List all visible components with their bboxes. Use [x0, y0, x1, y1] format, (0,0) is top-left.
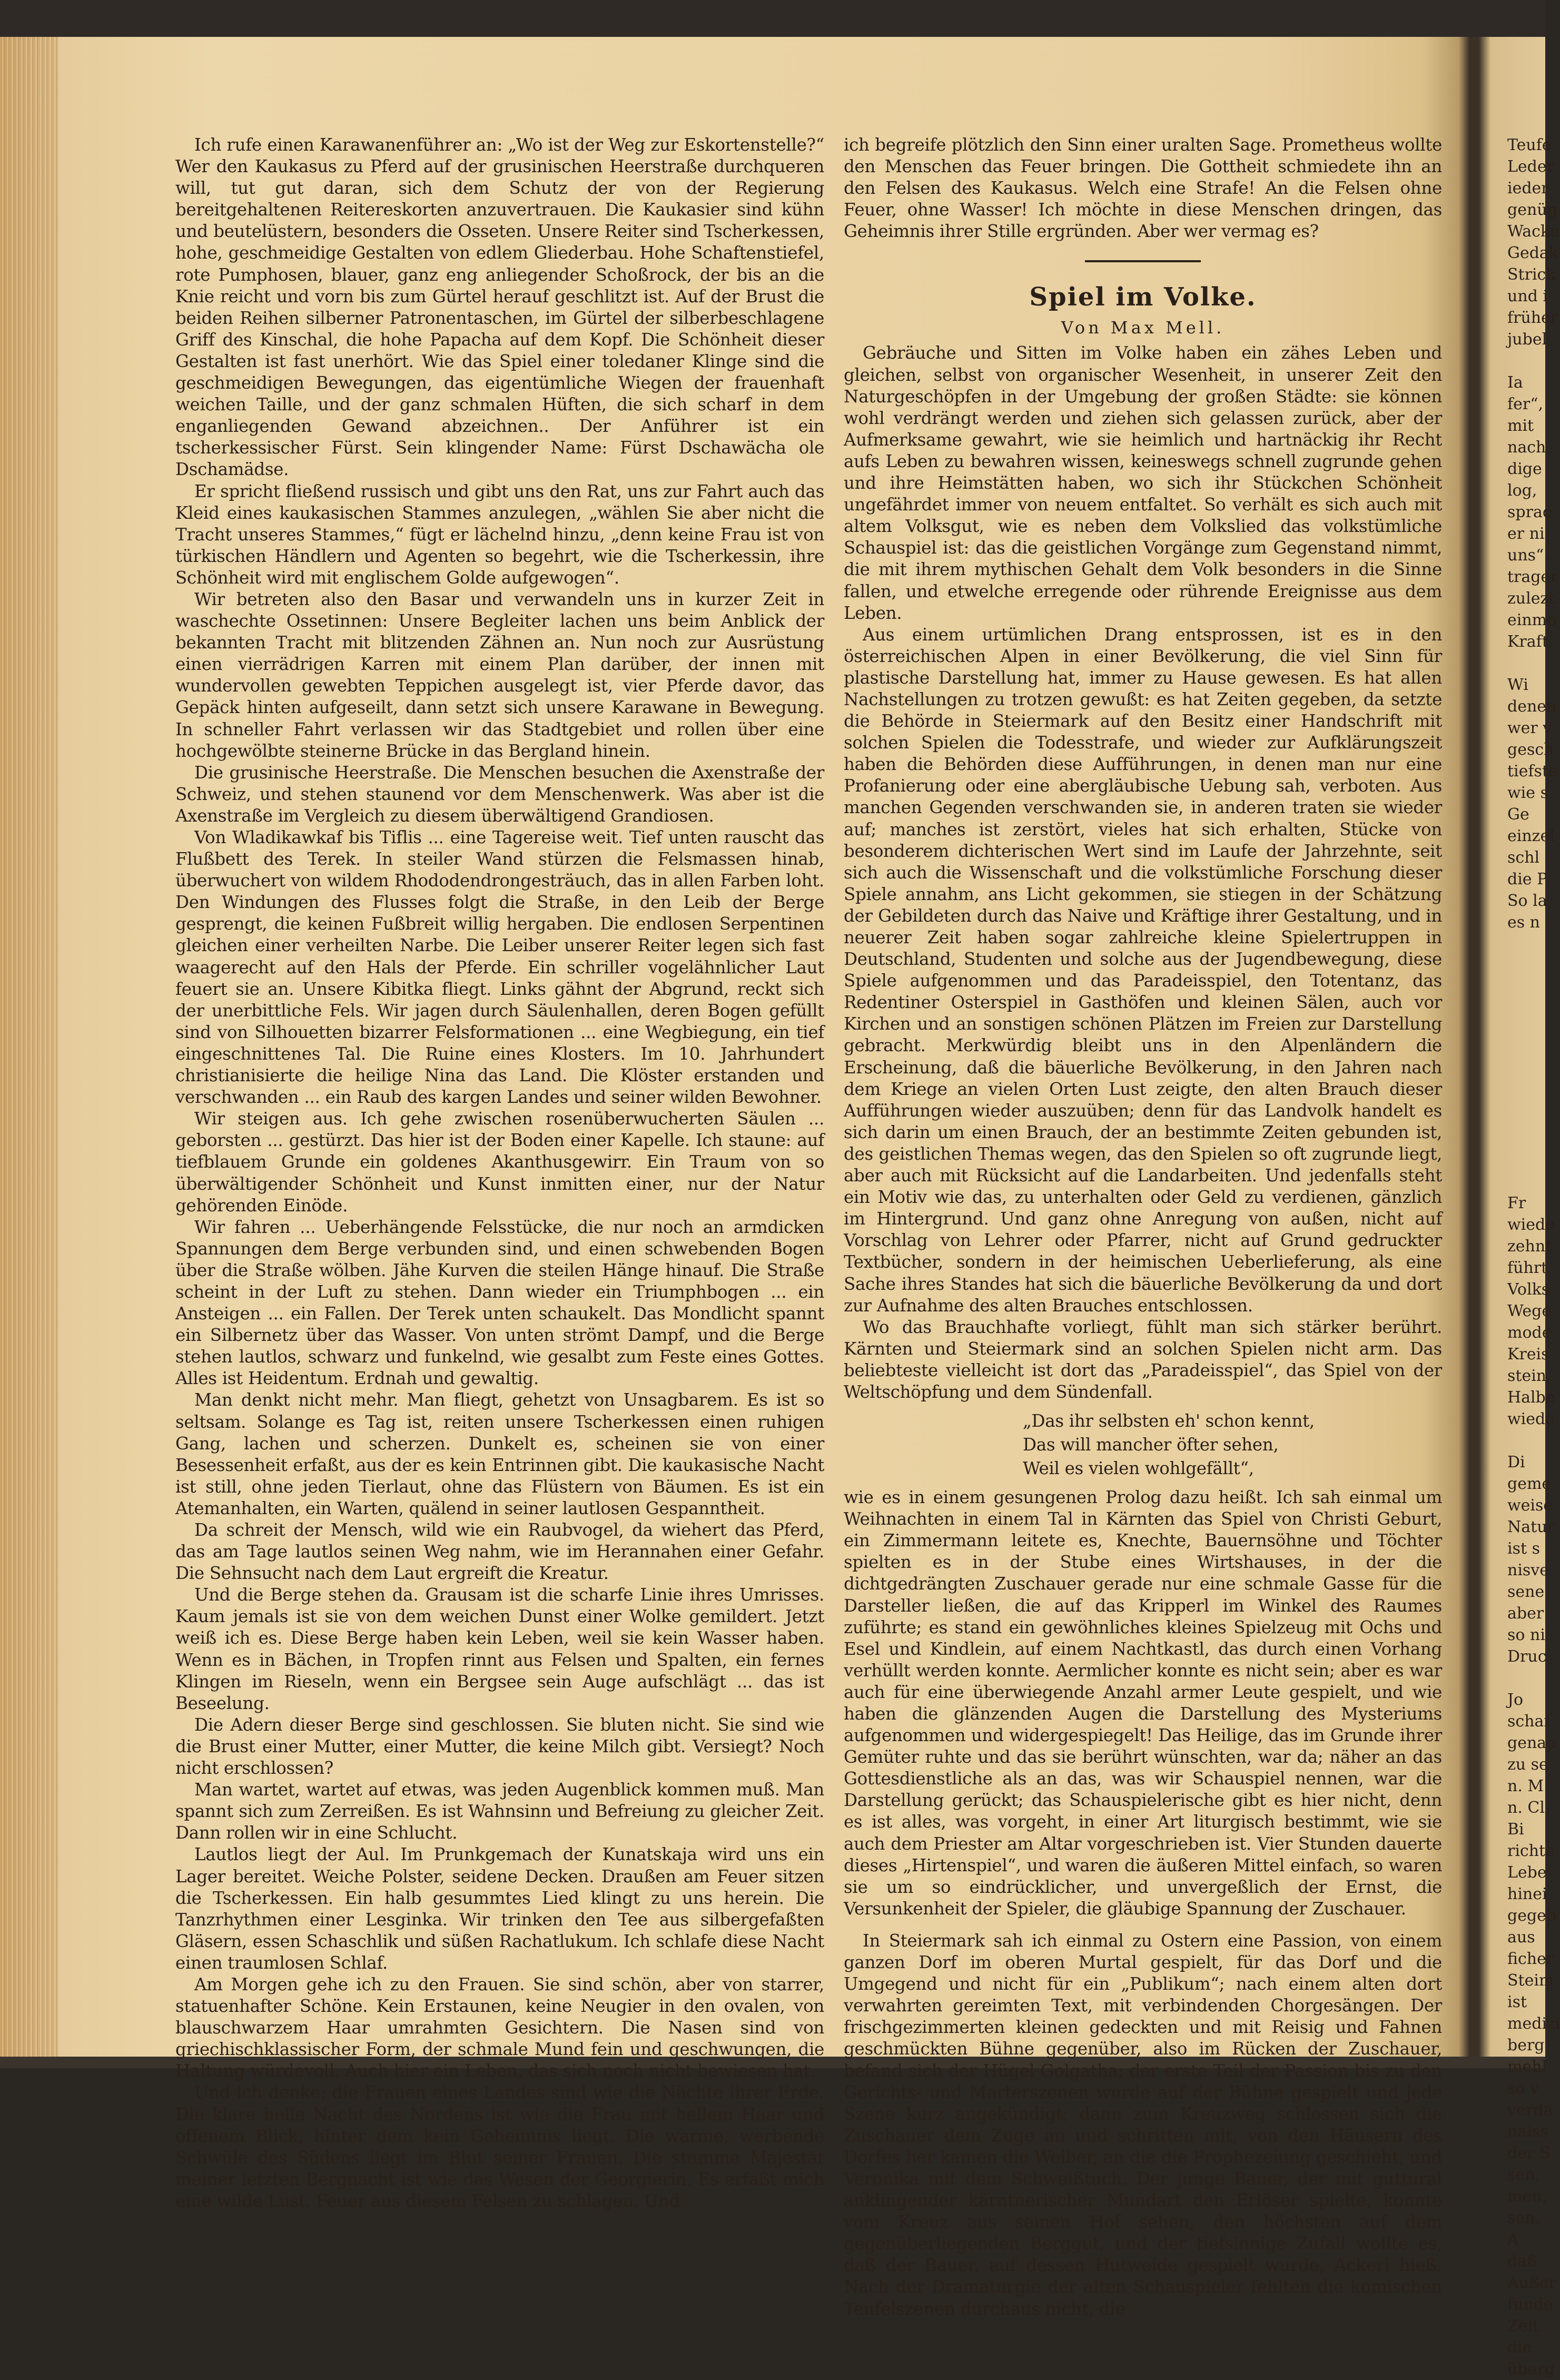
paragraph: Die Adern dieser Berge sind geschlossen. Sie bluten nicht. Sie sind wie die Brust einer Mutter, einer Mutter, die keine Milch gibt. Versiegt? Noch nicht erschlossen? [175, 1714, 824, 1779]
fragment-line: Di [1507, 1453, 1525, 1472]
fragment-line: wie s [1507, 784, 1548, 802]
fragment-line: daß [1507, 2252, 1538, 2270]
fragment-line: trager [1507, 568, 1558, 586]
fragment-line: Jo [1507, 1691, 1524, 1709]
fragment-line: die P [1507, 870, 1548, 888]
fragment-line: Kreis [1507, 1345, 1549, 1364]
paragraph: Und ich denke: die Frauen eines Landes sind wie die Nächte ihrer Erde. Die klare helle Nacht des Nordens ist wie die Frau mit hellem Haar und offenem Blick, hinter dem kein Geheimnis liegt. Die warme, werbende Schwüle des Südens liegt im Blut seiner Frauen. Die stumme Majestät meiner letzten Bergnacht ist wie das Wesen der Georgierin. Es erfaßt mich eine wilde Lust, Feuer aus diesem Felsen zu schlagen. Und [175, 2082, 824, 2211]
fragment-line [1507, 1128, 1545, 1149]
fragment-line: sen, [1507, 2209, 1541, 2227]
fragment-line: einmo [1507, 611, 1557, 629]
fragment-line: und i [1507, 287, 1548, 305]
continuation-paragraph: ich begreife plötzlich den Sinn einer uralten Sage. Prometheus wollte den Menschen das Feuer bringen. Die Gottheit schmiedete ihn an den Felsen des Kaukasus. Welch eine Strafe! An die Felsen ohne Feuer, ohne Wasser! Ich möchte in diese Menschen dringen, das Geheimnis ihrer Stille ergründen. Aber wer vermag es? [844, 135, 1442, 242]
verse-line: „Das ihr selbsten eh' schon kennt, [1023, 1411, 1315, 1431]
paragraph: Aus einem urtümlichen Drang entsprossen, ist es in den österreichischen Alpen in einer Bevölkerung, die viel Sinn für plastische Darstellung hat, immer zu Hause gewesen. Es hat allen Nachstellungen zu trotzen gewußt: es hat Zeiten gegeben, da setzte die Behörde in Steiermark auf den Besitz einer Handschrift mit solchen Spielen die Todesstrafe, und wieder zur Aufklärungszeit haben die Behörden diese Aufführungen, in denen man nur eine Profanierung oder eine abergläubische Uebung sah, verboten. Aus manchen Gegenden verschwanden sie, in anderen traten sie wieder auf; manches ist zerstört, vieles hat sich erhalten, Stücke von besonderem dichterischen Wert sind im Laufe der Jahrzehnte, seit sich auch die Wissenschaft und die volkstümliche Forschung dieser Spiele annahm, ans Licht gekommen, sie stiegen in der Schätzung der Gebildeten durch das Naive und Kräftige ihrer Gestaltung, und in neuerer Zeit haben sogar zahlreiche kleine Spielertruppen in Deutschland, Studenten und solche aus der Jugendbewegung, diese Spiele aufgenommen und das Paradeisspiel, den Totentanz, das Redentiner Osterspiel in Gasthöfen und kleinen Sälen, auch vor Kirchen und an sonstigen schönen Plätzen im Freien zur Darstellung gebracht. Merkwürdig bleibt uns in den Alpenländern die Erscheinung, daß die bäuerliche Bevölkerung, in den Jahren nach dem Kriege an vielen Orten Lust zeigte, den alten Brauch dieser Aufführungen wieder auszuüben; denn für das Landvolk handelt es sich darin um einen Brauch, der an bestimmte Zeiten gebunden ist, des geistlichen Themas wegen, das den Spielen so oft zugrunde liegt, aber auch mit Rücksicht auf die Landarbeiten. Und jedenfalls steht ein Motiv wie das, zu unterhalten oder Geld zu verdienen, gänzlich im Hintergrund. Und ganz ohne Anregung von außen, nicht auf Vorschlag von Lehrer oder Pfarrer, nicht auf Grund gedruckter Textbücher, sondern in der heimischen Ueberlieferung, als eine Sache ihres Standes hat sich die bäuerliche Bevölkerung da und dort zur Aufnahme des alten Brauches entschlossen. [844, 624, 1442, 1316]
fragment-line: es n [1507, 913, 1541, 932]
fragment-line: Wacke [1507, 222, 1559, 241]
fragment-line: men, [1507, 2187, 1547, 2206]
fragment-line [1507, 653, 1545, 674]
fragment-line: sprac [1507, 503, 1552, 521]
fragment-line: sene [1507, 1583, 1545, 1601]
section-divider [1085, 260, 1201, 262]
verse-line: Weil es vielen wohlgefällt“, [1023, 1458, 1254, 1479]
fragment-line: uns“. [1507, 546, 1549, 565]
article-headline: Spiel im Volke. [1029, 282, 1257, 312]
paragraph: Er spricht fließend russisch und gibt uns den Rat, uns zur Fahrt auch das Kleid eines kaukasischen Stammes anzulegen, „wählen Sie aber nicht die Tracht unseres Stammes,“ fügt er lächelnd hinzu, „denn keine Frau ist von türkischen Händlern und Agenten so begehrt, wie die Tscherkessin, ihre Schönheit wird mit englischem Golde aufgewogen“. [175, 481, 824, 588]
fragment-line [1507, 1106, 1545, 1128]
fragment-line: geme [1507, 1475, 1552, 1493]
paragraph: Ich rufe einen Karawanenführer an: „Wo ist der Weg zur Eskortenstelle?“ Wer den Kaukasus zu Pferd auf der grusinischen Heerstraße durchqueren will, tut gut daran, sich dem Schutz der von der Regierung bereitgehaltenen Reitereskorten anzuvertrauen. Die Kaukasier sind kühn und beutelüstern, besonders die Osseten. Unsere Reiter sind Tscherkessen, hohe, geschmeidige Gestalten von edlem Gliederbau. Hohe Schaftenstiefel, rote Pumphosen, blauer, ganz eng anliegender Schoßrock, der bis an die Knie reicht und vorn bis zum Gürtel herauf geschlitzt ist. Auf der Brust die beiden Reihen silberner Patronentaschen, im Gürtel der silberbeschlagene Griff des Kinschal, die hohe Papacha auf dem Kopf. Die Schönheit dieser Gestalten ist fast unerhört. Wie das Spiel einer toledaner Klinge sind die geschmeidigen Bewegungen, das eigentümliche Wiegen der frauenhaft weichen Taille, und der ganz schmalen Hüften, die sich scharf in dem enganliegenden Gewand abzeichnen.. Der Anführer ist ein tscherkessischer Fürst. Sein klingender Name: Fürst Dschawächa ole Dschamädse. [175, 135, 824, 480]
fragment-line: Außer [1507, 2274, 1557, 2292]
fragment-line: der S [1507, 2144, 1551, 2162]
fragment-line [1507, 976, 1545, 998]
fragment-line: Natur [1507, 1518, 1555, 1536]
scanner-top-border [0, 0, 1545, 37]
fragment-line: So la [1507, 892, 1547, 910]
paragraph: Am Morgen gehe ich zu den Frauen. Sie sind schön, aber von starrer, statuenhafter Schöne. Kein Erstaunen, keine Neugier in den ovalen, von blauschwarzem Haar umrahmten Gesichtern. Die Nasen sind von griechischklassischer Form, der schmale Mund fein und geschwungen, die Haltung würdevoll. Auch hier ein Leben, das sich noch nicht bewiesen hat. [175, 1974, 824, 2081]
fragment-line: aus [1507, 1928, 1535, 1947]
fragment-line: wiede [1507, 1216, 1555, 1234]
fragment-line: Ge [1507, 805, 1529, 824]
paragraph: Von Wladikawkaf bis Tiflis ... eine Tagereise weit. Tief unten rauscht das Flußbett des Terek. In steiler Wand stürzen die Felsmassen hinab, überwuchert von wildem Rhododendrongesträuch, das in allen Farben loht. Den Windungen des Flusses folgt die Straße, in den Leib der Berge gesprengt, die keinen Fußbreit willig hergaben. Die endlosen Serpentinen gleichen einer verheilten Narbe. Die Leiber unserer Reiter legen sich fast waagerecht auf den Hals der Pferde. Ein schriller vogelähnlicher Laut feuert sie an. Unsere Kibitka fliegt. Links gähnt der Abgrund, reckt sich der unerbittliche Fels. Wir jagen durch Säulenhallen, deren Bogen gefüllt sind von Silhouetten bizarrer Felsformationen ... eine Wegbiegung, ein tief eingeschnittenes Tal. Die Ruine eines Klosters. Im 10. Jahrhundert christianisierte die heilige Nina das Land. Die Klöster erstanden und verschwanden ... ein Raub des kargen Landes und seiner wilden Bewohner. [175, 827, 824, 1108]
fragment-line: tiefste [1507, 762, 1558, 781]
fragment-line: überg [1507, 2360, 1555, 2378]
fragment-line [1507, 1667, 1545, 1689]
fragment-line: Fr [1507, 1194, 1526, 1212]
fragment-line: Volks [1507, 1280, 1550, 1299]
fragment-line: nisve [1507, 1561, 1549, 1579]
paragraph: Wo das Brauchhafte vorliegt, fühlt man sich stärker berührt. Kärnten und Steiermark sind an solchen Spielen nicht arm. Das beliebteste vielleicht ist dort das „Paradeisspiel“, das Spiel von der Weltschöpfung und dem Sündenfall. [844, 1317, 1442, 1402]
fragment-line: funde [1507, 2295, 1553, 2314]
fragment-line: ficher [1507, 1950, 1554, 1968]
fragment-line [1507, 350, 1545, 372]
fragment-line: log, [1507, 481, 1537, 500]
fragment-line: naiss [1507, 2122, 1548, 2141]
fragment-line: so v [1507, 2079, 1539, 2098]
fragment-line: schaf [1507, 1712, 1550, 1731]
fragment-line [1507, 1041, 1545, 1063]
fragment-line: weise [1507, 1496, 1553, 1515]
fragment-line: mehl [1507, 2058, 1547, 2076]
fragment-line [1507, 1063, 1545, 1084]
paragraph: Die grusinische Heerstraße. Die Menschen besuchen die Axenstraße der Schweiz, und stehen staunend vor dem Menschenwerk. Was aber ist die Axenstraße im Vergleich zu diesem überwältigend Grandiosen. [175, 762, 824, 826]
fragment-line [1507, 1020, 1545, 1041]
fragment-line: führt [1507, 1259, 1548, 1277]
fragment-line: genüg [1507, 201, 1557, 219]
fragment-line: berg [1507, 2036, 1545, 2055]
fragment-line: Strick [1507, 265, 1556, 284]
left-column-article [175, 134, 824, 2212]
fragment-line: nach [1507, 438, 1546, 457]
fragment-line: die [1507, 2338, 1532, 2357]
paragraph: Lautlos liegt der Aul. Im Prunkgemach der Kunatskaja wird uns ein Lager bereitet. Weiche Polster, seidene Decken. Draußen am Feuer sitzen die Tscherkessen. Ein halb gesummtes Lied klingt zu uns herein. Die Tanzrhythmen einer Lesginka. Wir trinken den Tee aus silbergefaßten Gläsern, essen Schaschlik und süßen Rachatlukum. Ich schlafe diese Nacht einen traumlosen Schlaf. [175, 1844, 824, 1973]
paragraph: Gebräuche und Sitten im Volke haben ein zähes Leben und gleichen, selbst von organischer Wesenheit, in unserer Zeit den Naturgeschöpfen in der Umgebung der großen Städte: sie können wohl verdrängt werden und ziehen sich gelassen zurück, aber der Aufmerksame gewahrt, wie sie heimlich und hartnäckig ihr Recht aufs Leben zu bewahren wissen, keineswegs schnell zugrunde gehen und ihre Heimstätten haben, wo sich ihr Stückchen Schönheit ungefährdet immer von neuem entfaltet. So verhält es sich auch mit altem Volksgut, wie es neben dem Volkslied das volkstümliche Schauspiel ist: das die geistlichen Vorgänge zum Gegenstand nimmt, die mit ihrem mythischen Gehalt dem Volk besonders in die Sinne fallen, und etwelche erregende oder rührende Ereignisse aus dem Leben. [844, 343, 1442, 623]
fragment-line: A [1507, 2230, 1519, 2249]
fragment-line: ist s [1507, 1539, 1540, 1558]
paragraph: Da schreit der Mensch, wild wie ein Raubvogel, da wiehert das Pferd, das am Tage lautlos seinen Weg nahm, wie im Herannahen einer Gefahr. Die Sehnsucht nach dem Laut ergreift die Kreatur. [175, 1520, 824, 1584]
fragment-line [1507, 933, 1545, 955]
fragment-line [1507, 1430, 1545, 1451]
paragraph: In Steiermark sah ich einmal zu Ostern eine Passion, von einem ganzen Dorf im oberen Murtal gespielt, für das Dorf und die Umgegend und nicht für ein „Publikum“; nach einem alten dort verwahrten gereimten Text, mit verbindenden Chorgesängen. Der frischgezimmerten kleinen gedeckten und mit Reisig und Fahnen geschmückten Bühne gegenüber, also im Rücken der Zuschauer, befand sich der Hügel Golgatha; der erste Teil der Passion bis zu den Gerichts- und Marterszenen wurde auf der Bühne gespielt und jede Szene kurz angekündigt; dann zum Kreuzweg schlossen sich die Zuschauer dem Zuge an und schritten mit, von den Häusern des Dorfes her kamen die Weiber, an die die Prophezeiung geschieht, und Veronika mit dem Schweißtuch. Der junge Bauer, der mit guttural anklingender kärntnerischer Mundart den Erlöser spielte, konnte vom Kreuz aus seinen Hof sehen, den höchsten auf dem gegenüberliegenden Berggut, und der tiefsinnige Zufall wollte es, daß der Bauer, auf dessen Hutweide gespielt wurde, Ackerl hieß. Nach der Dramaturgie der alten Schauspieler fehlten die komischen Teufelszenen durchaus nicht, die [844, 1930, 1442, 2319]
fragment-line: gesch [1507, 740, 1554, 759]
fragment-line: Ia [1507, 373, 1523, 392]
fragment-line: n. Cl [1507, 1799, 1545, 1817]
verse-line: Das will mancher öfter sehen, [1023, 1435, 1279, 1455]
fragment-line: Lebe [1507, 1863, 1547, 1882]
paragraph: Man wartet, wartet auf etwas, was jeden Augenblick kommen muß. Man spannt sich zum Zerreißen. Es ist Wahnsinn und Befreiung zu gleicher Zeit. Dann rollen wir in eine Schlucht. [175, 1780, 824, 1843]
fragment-line: Gedak [1507, 244, 1558, 262]
fragment-line: Halbe [1507, 1388, 1555, 1407]
fragment-line: richte [1507, 1842, 1555, 1860]
fragment-line: genau [1507, 1734, 1557, 1752]
fragment-line [1507, 998, 1545, 1020]
fragment-line [1507, 1171, 1545, 1192]
fragment-line: Druc [1507, 1647, 1547, 1666]
paragraph: Man denkt nicht mehr. Man fliegt, gehetzt von Unsagbarem. Es ist so seltsam. Solange es Tag ist, reiten unsere Tscherkessen einen ruhigen Gang, lachen und scherzen. Dunkelt es, scheinen sie von einer Besessenheit erfaßt, aus der es kein Entrinnen gibt. Die kaukasische Nacht ist still, ohne jeden Tierlaut, ohne das Flüstern von Bäumen. Es ist ein Atemanhalten, ein Warten, quälend in seiner lautlosen Gespanntheit. [175, 1390, 824, 1518]
article-byline: Von Max Mell. [1061, 318, 1225, 338]
fragment-line: Zeit [1507, 2317, 1539, 2335]
fragment-line: früher [1507, 309, 1558, 327]
fragment-line: medizi [1507, 2014, 1560, 2033]
page-stack-edge [0, 0, 58, 2068]
verse-quote [1023, 1409, 1442, 1480]
fragment-line [1507, 1084, 1545, 1106]
fragment-line: gegeb [1507, 1907, 1557, 1925]
fragment-line: Steim [1507, 1971, 1554, 1990]
fragment-line: n. M [1507, 1777, 1544, 1795]
paragraph: Wir steigen aus. Ich gehe zwischen rosenüberwucherten Säulen ... geborsten ... gestürzt. Das hier ist der Boden einer Kapelle. Ich staune: auf tiefblauem Grunde ein goldenes Akanthusgewirr. Ein Traum von so überwältigender Schönheit und Kunst inmitten einer, nur der Natur gehörenden Einöde. [175, 1109, 824, 1216]
fragment-line: zu se [1507, 1755, 1548, 1774]
fragment-line: so ni [1507, 1626, 1545, 1644]
fragment-line: Wege [1507, 1302, 1552, 1320]
fragment-line: wer v [1507, 719, 1552, 737]
fragment-line: verda [1507, 2101, 1553, 2119]
fragment-line: schl [1507, 848, 1540, 867]
fragment-line: er ni [1507, 525, 1545, 543]
fragment-line: sen, [1507, 2166, 1541, 2184]
fragment-line: hinei [1507, 1885, 1547, 1903]
fragment-line: Wi [1507, 676, 1528, 694]
paragraph: wie es in einem gesungenen Prolog dazu heißt. Ich sah einmal um Weihnachten in einem Tal in Kärnten das Spiel von Christi Geburt, ein Zimmermann leitete es, Knechte, Bauernsöhne und Töchter spielten es in der Stube eines Wirtshauses, in der die dichtgedrängten Zuschauer gerade nur eine schmale Gasse für die Darsteller ließen, die auf das Kripperl im Winkel des Raumes zuführte; es stand ein gewöhnliches kleines Spielzeug mit Ochs und Esel und Kindlein, auf einem Nachtkastl, das durch einen Vorhang verhüllt werden konnte. Aermlicher konnte es nicht sein; aber es war auch für eine überwiegende Anzahl armer Leute gespielt, und wie haben die glänzenden Augen die Darstellung des Mysteriums aufgenommen und widergespiegelt! Das Heilige, das im Grunde ihrer Gemüter ruhte und das sie berührt wünschten, war da; näher an das Gottesdienstliche als an das, was wir Schauspiel nennen, war die Darstellung gerückt; das Schauspielerische gibt es hier nicht, denn es ist alles, was vorgeht, in einer Art liturgisch bestimmt, wie sie auch dem Priester am Altar vorgeschrieben ist. Vier Stunden dauerte dieses „Hirtenspiel“, und waren die äußeren Mittel einfach, so waren sie um so eindrücklicher, und unvergeßlich der Ernst, die Versunkenheit der Spieler, die gläubige Spannung der Zuschauer. [844, 1487, 1442, 1919]
fragment-line: mode [1507, 1324, 1552, 1342]
paragraph: Wir betreten also den Basar und verwandeln uns in kurzer Zeit in waschechte Ossetinnen: Unsere Begleiter lachen uns beim Anblick der bekannten Tracht mit blitzenden Zähnen an. Nun noch zur Ausrüstung einen vierrädrigen Karren mit einem Plan darüber, der innen mit wundervollen gewebten Teppichen ausgelegt ist, vier Pferde davor, das Gepäck hinten aufgeseilt, dann setzt sich unsere Karawane in Bewegung. In schneller Fahrt verlassen wir das Stadtgebiet und rollen über eine hochgewölbte steinerne Brücke in das Bergland hinein. [175, 589, 824, 761]
fragment-line: einzel [1507, 827, 1555, 845]
fragment-line: wiede [1507, 1410, 1555, 1428]
fragment-line: Leder [1507, 157, 1554, 176]
fragment-line: dige [1507, 460, 1542, 478]
fragment-line: ist [1507, 1993, 1527, 2011]
fragment-line: ieder [1507, 179, 1549, 197]
fragment-line: zehnt [1507, 1237, 1552, 1256]
right-column [844, 134, 1442, 2320]
fragment-line: denen [1507, 697, 1557, 716]
paragraph: Wir fahren ... Ueberhängende Felsstücke, die nur noch an armdicken Spannungen dem Berge verbunden sind, und einen schwebenden Bogen über die Straße wölben. Jähe Kurven die steilen Hänge hinauf. Die Straße scheint in der Luft zu stehen. Dann wieder ein Triumphbogen ... ein Ansteigen ... ein Fallen. Der Terek unten schaukelt. Das Mondlicht spannt ein Silbernetz über das Wasser. Von unten strömt Dampf, und die Berge stehen lautlos, schwarz und funkelnd, wie gesalbt zum Feste eines Gottes. Alles ist Heidentum. Erdnah und gewaltig. [175, 1217, 824, 1389]
fragment-line: aber [1507, 1604, 1544, 1623]
fragment-line: Bi [1507, 1820, 1524, 1839]
fragment-line: fer“, [1507, 395, 1544, 413]
adjacent-page-fragment [1507, 134, 1560, 2380]
fragment-line: stein [1507, 1367, 1547, 1385]
paragraph: Und die Berge stehen da. Grausam ist die scharfe Linie ihres Umrisses. Kaum jemals ist sie von dem weichen Dunst einer Wolke gemildert. Jetzt weiß ich es. Diese Berge haben kein Leben, weil sie kein Wasser haben. Wenn es in Bächen, in Tropfen rinnt aus Felsen und Spalten, ein fernes Klingen im Rieseln, wenn ein Bergsee sein Auge aufschlägt ... das ist Beseelung. [175, 1585, 824, 1713]
fragment-line: jubel [1507, 330, 1547, 349]
fragment-line [1507, 955, 1545, 976]
fragment-line: Teufe [1507, 136, 1552, 154]
fragment-line: mit [1507, 417, 1534, 435]
fragment-line [1507, 1149, 1545, 1171]
fragment-line: Kraft [1507, 633, 1548, 651]
fragment-line: zulezt [1507, 589, 1555, 608]
